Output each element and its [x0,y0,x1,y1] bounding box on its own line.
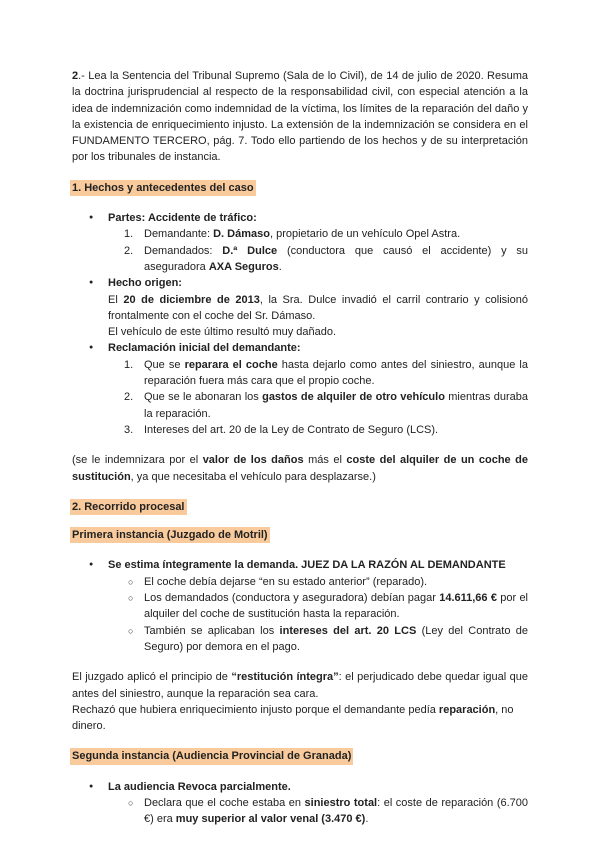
list-item: ○ Los demandados (conductora y aseguradora) debían pagar 14.611,66 € por el alquiler del coche de sustitución hasta la reparación. [72,590,528,623]
section-heading-recorrido: 2. Recorrido procesal [72,499,528,515]
list-item: 1. Que se reparara el coche hasta dejarlo como antes del siniestro, aunque la reparación fuera más cara que el propio coche. [124,358,528,388]
list-item: 2. Que se le abonaran los gastos de alquiler de otro vehículo mientras duraba la reparación. [124,391,528,420]
list-item: ○ Declara que el coche estaba en siniestro total: el coste de reparación (6.700 €) era muy superior al valor venal (3.470 €). [72,795,528,828]
list-item-estima: ● Se estima íntegramente la demanda. JUEZ DA LA RAZÓN AL DEMANDANTE [72,557,528,573]
list-item-revoca: ● La audiencia Revoca parcialmente. [72,779,528,795]
list-item: ○ El coche debía dejarse “en su estado anterior” (reparado). [72,574,528,590]
question-number: 2 [72,70,79,82]
hecho-text: El 20 de diciembre de 2013, la Sra. Dulce invadió el carril contrario y colisionó frontalmente con el coche del Sr. Dámaso. [108,293,528,322]
list-item-reclamacion: ● Reclamación inicial del demandante: [72,340,528,356]
hecho-text-2: El vehículo de este último resultó muy dañado. [108,326,337,339]
intro-paragraph: 2.- Lea la Sentencia del Tribunal Supremo (Sala de lo Civil), de 14 de julio de 2020. Resuma la doctrina jurisprudencial al respecto de la responsabilidad civil, con especial atención a la idea de indemnización como indemnidad de la víctima, los límites de la reparación del daño y la existencia de enriquecimiento injusto. La extensión de la indemnización se considera en el FUNDAMENTO TERCERO, pág. 7. Todo ello partiendo de los hechos y de su interpretación por los tribunales de instancia. [72,70,528,164]
list-item: ○ También se aplicaban los intereses del art. 20 LCS (Ley del Contrato de Seguro) por demora en el pago. [72,623,528,656]
paragraph-enriquecimiento: Rechazó que hubiera enriquecimiento injusto porque el demandante pedía reparación, no dinero. [72,703,514,733]
subheading-primera-instancia: Primera instancia (Juzgado de Motril) [72,527,528,543]
list-item-hecho: ● Hecho origen: [72,275,528,291]
list-item: 1. Demandante: D. Dámaso, propietario de un vehículo Opel Astra. [124,228,461,241]
subheading-segunda-instancia: Segunda instancia (Audiencia Provincial de Granada) [72,748,528,764]
list-item: 3. Intereses del art. 20 de la Ley de Contrato de Seguro (LCS). [124,423,439,436]
paragraph-restitucion: El juzgado aplicó el principio de “restitución íntegra”: el perjudicado debe quedar igual que antes del siniestro, aunque la reparación sea cara. [72,671,528,700]
section-heading-hechos: 1. Hechos y antecedentes del caso [72,180,528,196]
list-item-partes: ● Partes: Accidente de tráfico: [72,210,528,226]
list-item: 2. Demandados: D.ª Dulce (conductora que causó el accidente) y su aseguradora AXA Seguros. [124,244,528,273]
note-paragraph: (se le indemnizara por el valor de los daños más el coste del alquiler de un coche de sustitución, ya que necesitaba el vehículo para desplazarse.) [72,454,528,483]
document-body [72,68,528,828]
